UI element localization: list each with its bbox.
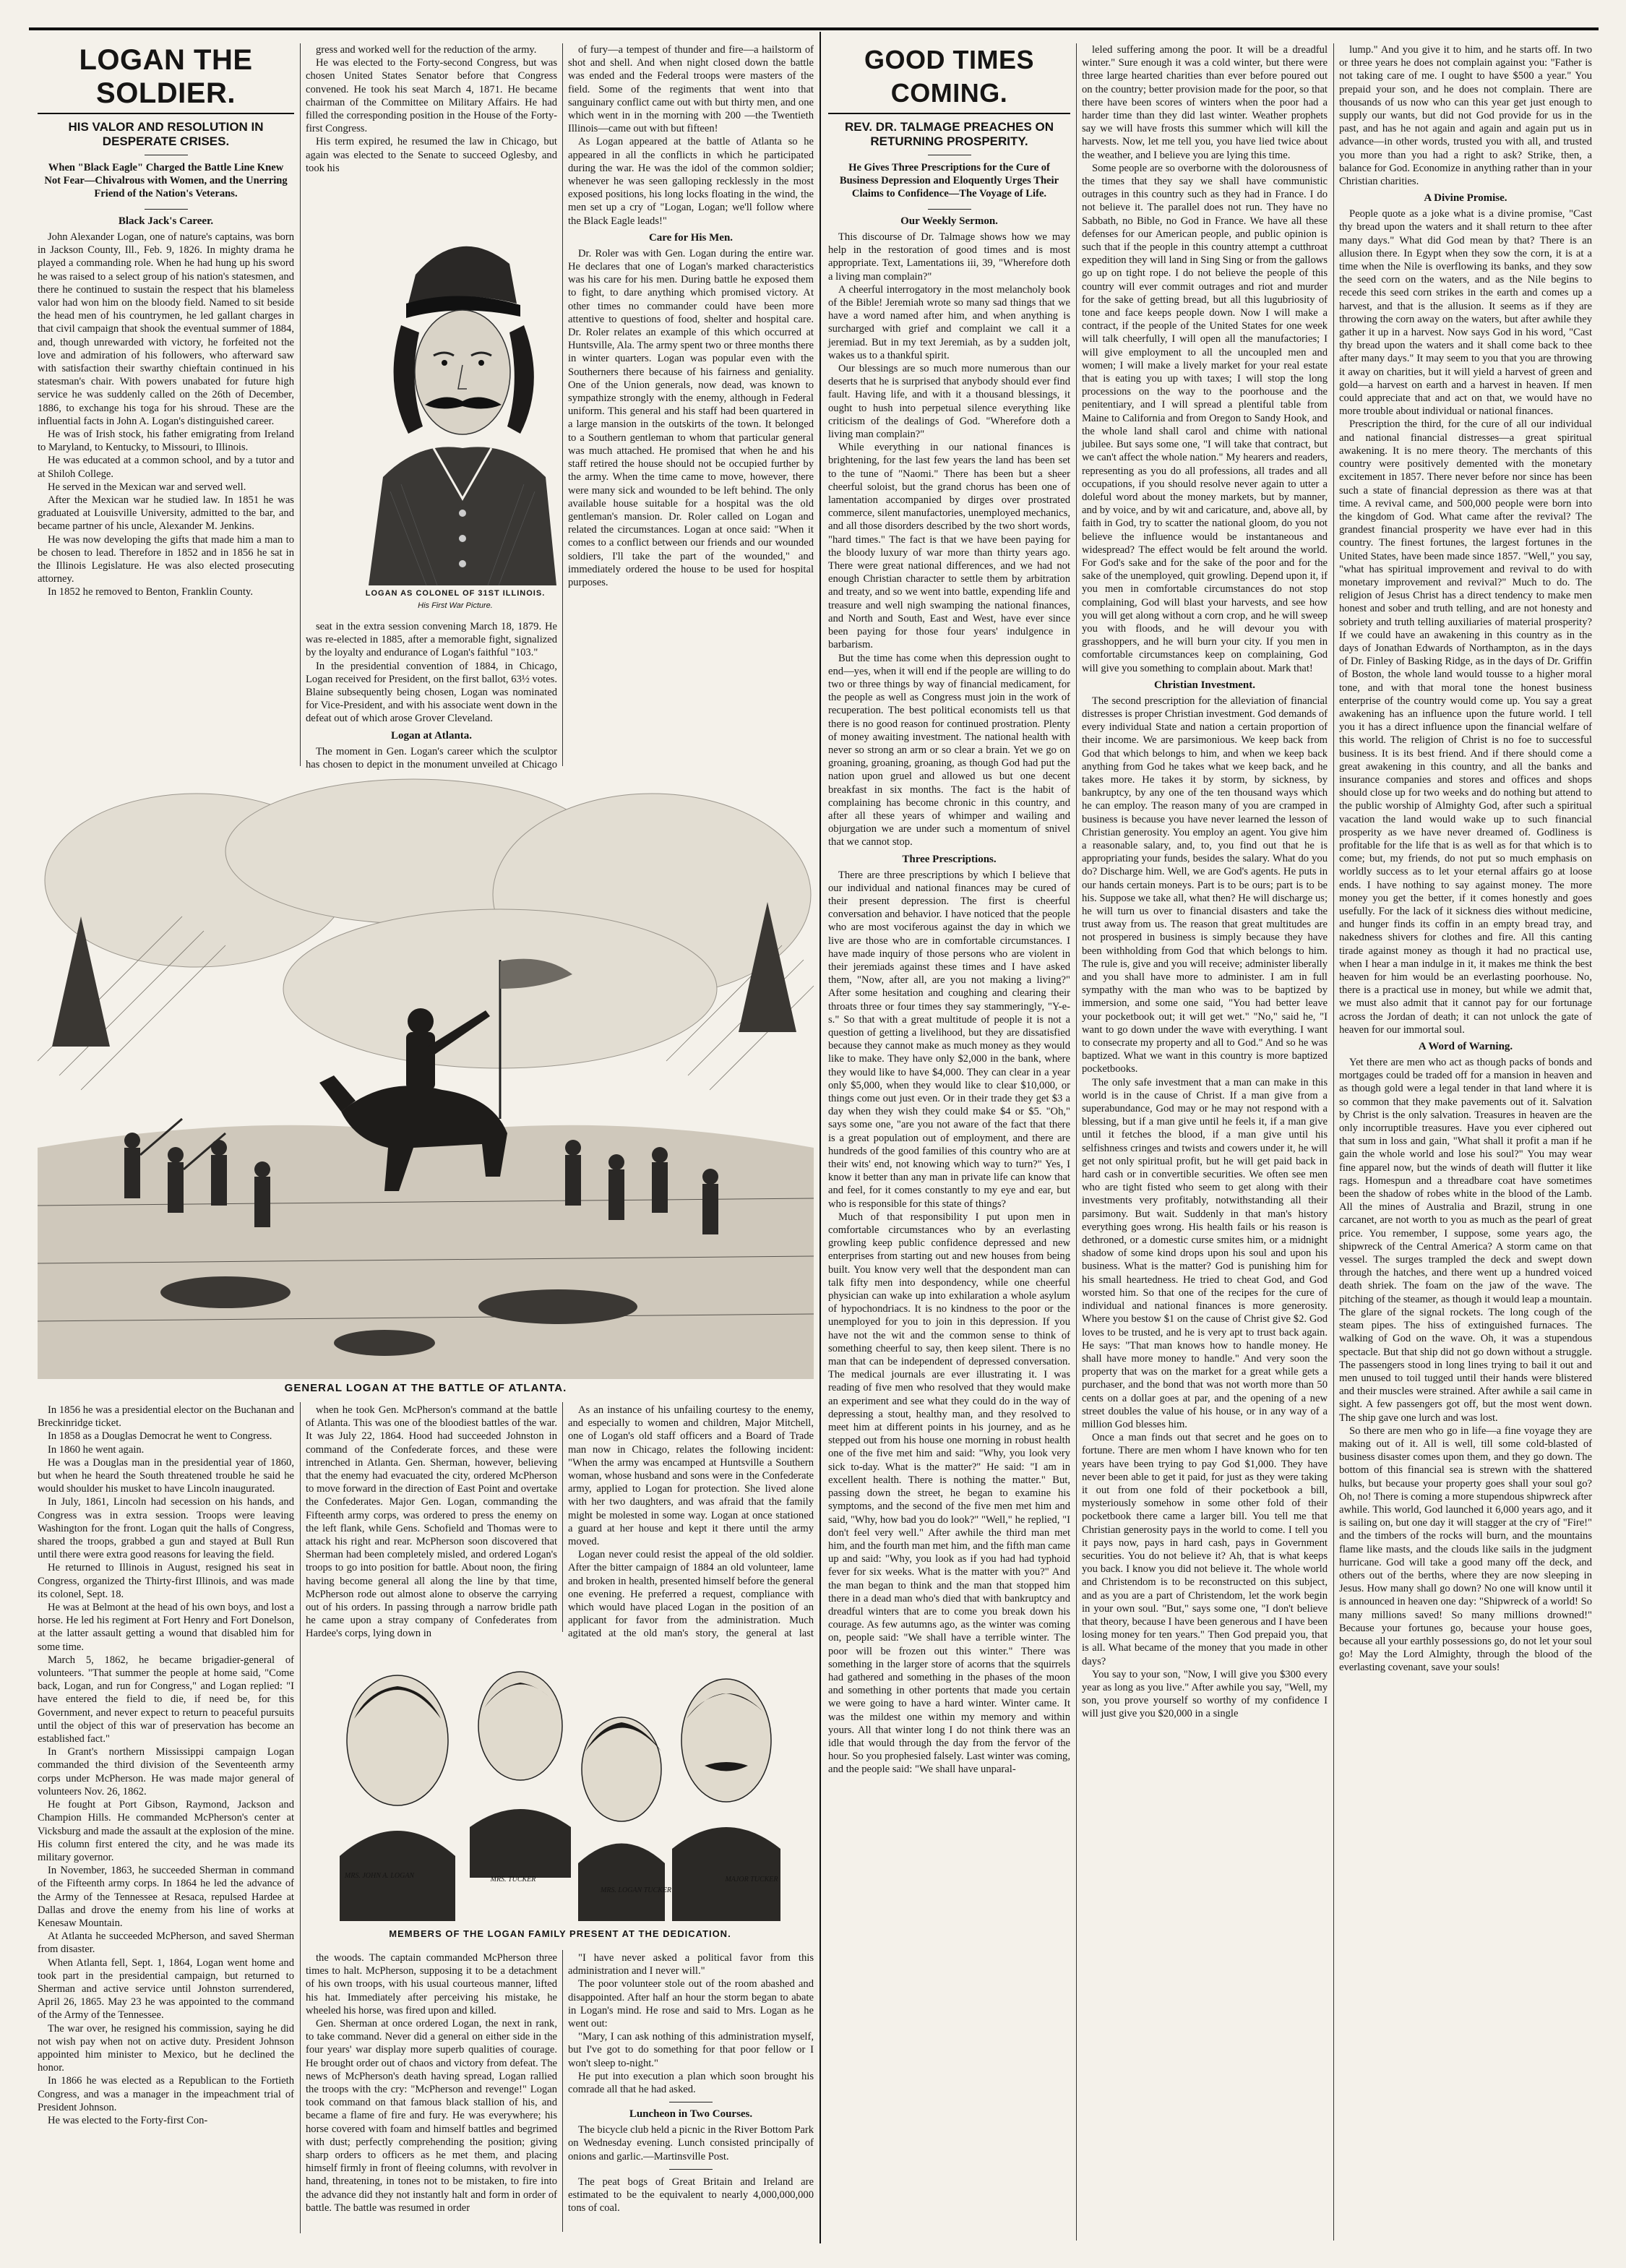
paragraph: of fury—a tempest of thunder and fire—a hailstorm of shot and shell. And when night closed down the battle was ended and the Federal troops were masters of the field. Some of the regiments that went into that sanguinary conflict came out with but thirty men, and one which went in in the morning with 200 —the Twentieth Illinois—came out with but fifteen! (568, 44, 814, 135)
deck-logan: When "Black Eagle" Charged the Battle Line Knew Not Fear—Chivalrous with Women, and the Unerring Friend of the Nation's Veterans. (44, 162, 288, 199)
right-col-3 (1339, 43, 1592, 2241)
headline-logan: LOGAN THE SOLDIER. (38, 43, 294, 114)
paragraph: When Atlanta fell, Sept. 1, 1864, Logan went home and took part in the presidential campaign, but returned to Sherman and active service until Johnston surrendered, April 26, 1865. May 23 he was appointed to the command of the Army of the Tennessee. (38, 1956, 294, 2022)
column-rule (300, 1402, 301, 2233)
paragraph: March 5, 1862, he became brigadier-general of volunteers. "That summer the people at home said, "Come back, Logan, and run for Congress," and Logan replied: "I have entered the field to die, if need be, for this Government, and never expect to return to peaceful pursuits until the object of this war of preservation has become an established fact." (38, 1654, 294, 1745)
paragraph: A cheerful interrogatory in the most melancholy book of the Bible! Jeremiah wrote so many sad things that we have a word named after him, and when anything is surcharged with grief and complaint we call it a jeremiad. But in my text Jeremiah, as by a sudden jolt, wakes us to a thankful spirit. (828, 283, 1070, 361)
left-col-1 (38, 43, 294, 773)
divider (145, 209, 188, 210)
subhead-logan: HIS VALOR AND RESOLUTION IN DESPERATE CRISES. (68, 120, 264, 148)
paragraph: when he took Gen. McPherson's command at the battle of Atlanta. This was one of the bloodiest battles of the war. It was July 22, 1864. Hood had succeeded Johnston in command of the Confederate forces, and these were intrenched in Atlanta. Gen. Sherman, however, believing that the enemy had evacuated the city, ordered McPherson to move forward in the direction of East Point and overtake the Confederates. Major Gen. Logan, commanding the Fifteenth army corps, was ordered to press the enemy on the left flank, while Gens. Schofield and Thomas were to attack his right and rear. McPherson soon discovered that Sherman had been completely misled, and ordered Logan's troops to go into position for battle. About noon, the firing having become general all along the line by that time, McPherson rode out almost alone to observe the carrying out of his orders. In passing through a narrow bridle path he came upon a stray company of Confederates from Hardee's corps, lying down in (306, 1404, 557, 1640)
paragraph: This discourse of Dr. Talmage shows how we may help in the restoration of good times and is most appropriate. Text, Lamentations iii, 39, "Wherefore doth a living man complain?" (828, 231, 1070, 283)
section-heading: Luncheon in Two Courses. (629, 2108, 753, 2121)
paragraph: the woods. The captain commanded McPherson three times to halt. McPherson, supposing it to be a detachment of his own troops, with his usual courteous manner, lifted his hat. Immediately after perceiving his mistake, he wheeled his horse, was fired upon and killed. (306, 1952, 557, 2016)
left-lower-col-2 (306, 1404, 557, 1640)
section-heading: Christian Investment. (1153, 679, 1255, 691)
subhead-talmage: REV. DR. TALMAGE PREACHES ON RETURNING PROSPERITY. (844, 120, 1054, 148)
portrait-caption: LOGAN AS COLONEL OF 31ST ILLINOIS. (365, 589, 546, 598)
paragraph: He was elected to the Forty-second Congress, but was chosen United States Senator before that Congress convened. He took his seat March 4, 1871. He became chairman of the Committee on Military Affairs. He had filled the corresponding position in the House of the Forty-first Congress. (306, 57, 557, 135)
paragraph: The bicycle club held a picnic in the River Bottom Park on Wednesday evening. Lunch consisted principally of onions and garlic.—Martinsville Post. (568, 2124, 814, 2162)
left-lower-col-3 (568, 1404, 814, 1640)
left-bottom-col-3 (568, 1951, 814, 2233)
paragraph: There are three prescriptions by which I believe that our individual and national finances may be cured of their present depression. The first is cheerful conversation and behavior. I have noticed that the people who are most vociferous against the day in which we live are those who are in comfortable circumstances. I have made inquiry of those persons who are violent in their jeremiads against these times and I have asked them, "Now, after all, are you not making a living?" After some hesitation and coughing and clearing their throats three or four times they say stammeringly, "Y-e-s." So that with a great multitude of people it is not a question of getting a livelihood, but they are dissatisfied because they cannot make as much money as they would like to make. They have only $2,000 in the bank, where they would like to have $4,000. They can clear in a year only $5,000, when they would like to clear $10,000, or things come out just even. Or in their trade they get $3 a day when they wish they could make $4 or $5. "Oh," says some one, "are you not aware of the fact that there is a great population out of employment, and there are hundreds of the good families of this country who are at their wits' end, not knowing which way to turn?" Yes, I know it better than any man in private life can know that and feel, for it comes constantly to my eye and ear, but who is responsible for this state of things? (828, 869, 1070, 1210)
paragraph: As an instance of his unfailing courtesy to the enemy, and especially to women and children, Major Mitchell, one of Logan's old staff officers and a Board of Trade man now in Chicago, relates the following incident: "When the army was encamped at Huntsville a Southern woman, whose husband and sons were in the Confederate army, applied to Logan for protection. She lived alone with her two daughters, and was afraid that the family might be molested in some way. Logan at once stationed a guard at her house and kept it there until the army moved. (568, 1404, 814, 1548)
divider (928, 209, 971, 210)
paragraph: He was at Belmont at the head of his own boys, and lost a horse. He led his regiment at Fort Henry and Fort Donelson, at the latter assault getting a wound that disabled him for some time. (38, 1602, 294, 1653)
column-rule (562, 43, 563, 766)
section-heading: Three Prescriptions. (902, 853, 997, 865)
paragraph: He was elected to the Forty-first Con- (48, 2114, 208, 2126)
paragraph: He served in the Mexican war and served well. (48, 481, 246, 493)
deck-talmage: He Gives Three Prescriptions for the Cure of Business Depression and Eloquently Urges Their Claims to Confidence—The Voyage of Life. (839, 162, 1059, 199)
left-bottom-col-2 (306, 1951, 557, 2233)
paragraph: Much of that responsibility I put upon men in comfortable circumstances who by an everlasting growling keep public confidence depressed and new enterprises from starting out and new houses from being built. You know very well that the despondent man can talk fifty men into despondency, while one cheerful physician can wake up into exhilaration a whole asylum of hypochondriacs. It is no kindness to the poor or the unemployed for you to join in this depression. If you have not the wit and the common sense to think of something cheerful to say, then keep silent. There is no man that can be independent of depressed conversation. The medical journals are ever illustrating it. I was reading of five men who resolved that they would make an experiment and see what they could do in the way of depressing a stout, healthy man, and they resolved to meet him at different points in his journey, and as he stepped out from his house one morning in robust health one of the five met him and said: "Why, you look very sick to-day. What is the matter?" He said: "I am in excellent health. There is nothing the matter." But, passing down the street, he began to examine his symptoms, and the second of the five men met him and said, "Why, how bad you do look?" "Well," he replied, "I don't feel very well." After awhile the third man met him, and the fourth man met him, and the fifth man came up and said: "Why, you look as if you had had typhoid fever for six weeks. What is the matter with you?" And the man began to think and the man that stopped him there in a dead man who's died that with bankruptcy and dreadful winters that are to come you break down his courage. As few autumns ago, as the winter was coming on, people said: "We shall have a terrible winter. The poor will be frozen out this winter." There was something in the larger store of acorns that the squirrels had gathered and something in the phases of the moon and something in other portents that made you certain we were going to have a hard winter. Winter came. It was the mildest one within my memory and within yours. All that winter long I do not think there was an idle that would through the day from the fervor of the hour. So you prophesied falsely. Last winter was coming, and the people said: "We shall have unparal- (828, 1211, 1070, 1776)
paragraph: In November, 1863, he succeeded Sherman in command of the Fifteenth army corps. In 1864 he led the advance of the Army of the Tennessee at Resaca, repulsed Hardee at Dallas and drove the enemy from his line of works at Kenesaw Mountain. (38, 1865, 294, 1929)
top-rule (29, 27, 1599, 30)
battle-illustration (38, 772, 814, 1379)
paragraph: His term expired, he resumed the law in Chicago, but again was elected to the Senate to succeed Oglesby, and took his (306, 136, 557, 174)
paragraph: In 1852 he removed to Benton, Franklin County. (48, 586, 254, 598)
section-heading: A Word of Warning. (1418, 1041, 1513, 1053)
paragraph: He was a Douglas man in the presidential year of 1860, but when he heard the South threatened trouble he said he would shoulder his musket to have Lincoln inaugurated. (38, 1456, 294, 1495)
paragraph: The peat bogs of Great Britain and Ireland are estimated to be the equivalent to nearly 4,000,000,000 tons of coal. (568, 2175, 814, 2215)
left-lower-col-1 (38, 1404, 294, 2235)
article-rule (820, 32, 821, 2243)
family-name-1: MRS. JOHN A. LOGAN (344, 1872, 415, 1880)
paragraph: Yet there are men who act as though packs of bonds and mortgages could be traded off for a mansion in heaven and as though gold were a legal tender in that land where it is so common that they make pavements out of it. Salvation by Christ is the only salvation. Treasures in heaven are the only incorruptible treasures. Have you ever ciphered out that sum in loss and gain, "What shall it profit a man if he gain the whole world and lose his soul?" You may wear fine apparel now, but the winds of death will flutter it like rags. Homespun and a threadbare coat have sometimes been the shadow of robes white in the blood of the Lamb. All the mines of Australia and Brazil, strung in one carcanet, are not worth to you as much as the pearl of great price. You remember, I suppose, some years ago, the shipwreck of the Central America? A storm came on that vessel. The surges trampled the deck and swept down through the hatches, and there went up a hundred voiced death shriek. The foam on the jaw of the wave. The pitching of the steamer, as though it would leap a mountain. The glare of the signal rockets. The long cough of the steam pipes. The hiss of extinguished furnaces. The walking of God on the wave. Oh, it was a stupendous spectacle. But that ship did not go down without a struggle. The passengers stood in long lines trying to bail it out and men unused to toil tugged until their hands were blistered and their muscles were strained. After awhile a sail came in sight. A few passengers got off, but the most went down. The ship gave one lurch and was lost. (1339, 1057, 1592, 1424)
paragraph: He was now developing the gifts that made him a man to be chosen to lead. Therefore in 1852 and in 1856 he sat in the Illinois Legislature. He was also elected prosecuting attorney. (38, 533, 294, 585)
paragraph: As Logan appeared at the battle of Atlanta so he appeared in all the conflicts in which he participated during the war. He was the idol of the common soldier; whenever he was seen galloping recklessly in the most exposed positions, his long locks floating in the wind, the men set up a cry of "Logan, Logan; we'll follow where the Black Eagle leads!" (568, 136, 814, 227)
paragraph: Some people are so overborne with the dolorousness of the times that they say we shall have communistic outrages in this country such as they had in France. I do not believe it. The parallel does not run. They have no Sabbath, no Bible, no God in France. We have all these defenses for our American people, and public opinion is such that if the people in this country attempt a cutthroat expedition they will land in Sing Sing or from the gallows go up on tight rope. I do not believe the people of this country will ever commit outrages and riot and murder for the sake of getting bread, but all this lugubriosity of tone and face keeps people down. Now I will make a contract, if the people of the United States for one week will talk cheerfully, I will open all the manufactories; I will give employment to all the uncoupled men and women; I will make a lively market for your real estate that is eating you up with taxes; I will stop the long processions on the way to the poorhouse and the penitentiary, and I will spread a plentiful table from Maine to California and from Oregon to Sandy Hook, and the whole land shall carol and chime with national jubilee. But says some one, "I will take that contract, but we can't affect the whole nation." My hearers and readers, representing as you do all professions, all trades and all occupations, if you should resolve never again to utter a doleful word about the money markets, but by manner, and by voice, and by wit and caricature, and, above all, by faith in God, try to scatter the national gloom, do you not believe the influence would be instantaneous and widespread? The effect would be felt around the world. For God's sake and for the sake of the poor and for the sake of the unemployed, quit growling. Depend upon it, if you men in comfortable circumstances do not stop complaining, God will blast your harvests, and see how you will get along without a corn crop, and he will sweep you with floods, and he will devour you with grasshoppers, and he will burn your city. If you men in comfortable circumstances keep on complaining, God will give you something to complain about. Mark that! (1082, 162, 1328, 674)
section-heading: Logan at Atlanta. (390, 729, 473, 742)
paragraph: So there are men who go in life—a fine voyage they are making out of it. All is well, till some cold-blasted of business disaster comes upon them, and they go down. The bottom of this financial sea is strewn with the shattered hulks, but because your property goes shall your soul go? Oh, no! There is coming a more stupendous shipwreck after awhile. This world, God launched it 6,000 years ago, and it is sailing on, but one day it will stagger at the cry of "Fire!" and the timbers of the rocks will burn, and the mountains flame like masts, and the clouds like sails in the judgment hurricane. God will take a good many off the deck, and others out of the berths, where they are now sleeping in Jesus. How many shall go down? No one will know until it is announced in heaven one day: "Shipwreck of a world! So many millions saved! So many millions drowned!" Because your fortunes go, because your house goes, because all your earthly possessions go, do not let your soul go! May the Lord Almighty, through the blood of the everlasting covenant, save your souls! (1339, 1425, 1592, 1674)
paragraph: Logan never could resist the appeal of the old soldier. After the bitter campaign of 1884 an old volunteer, lame and broken in health, presented himself before the general one evening. He preferred a request, compliance with which would have placed Logan in the position of an applicant for favor from the administration. Much agitated at the old man's story, the general at last (568, 1549, 814, 1640)
paragraph: In 1858 as a Douglas Democrat he went to Congress. (48, 1430, 272, 1443)
paragraph: While everything in our national finances is brightening, for the last few years the land has been set to the tune of "Naomi." There has been but a sheer cheerful soloist, but the grand chorus has been one of lamentation accompanied by dirges over prostrated commerce, silent manufactories, unemployed mechanics, and all those disorders described by the two short words, "hard times." The fact is that we have been paying for the bloody luxury of war more than thirty years ago. There were great national differences, and we had not enough Christian character to settle them by arbitration and treaty, and so we went into battle, expending life and treasure and well nigh swamping the national finances, and North and South, East and West, have ever since been paying for those four years' indulgence in barbarism. (828, 442, 1070, 651)
paragraph: Gen. Sherman at once ordered Logan, the next in rank, to take command. Never did a general on either side in the four years' war display more superb qualities of courage. He brought order out of chaos and victory from defeat. The news of McPherson's death having spread, Logan rallied the troops with the cry: "McPherson and revenge!" Logan took command on that famous black stallion of his, and became a flame of fire and fury. He was everywhere; his horse covered with foam and himself battles and begrimed with dust; perfectly comprehending the position; giving sharp orders to officers as he met them, and placing himself firmly in front of fleeing columns, with revolver in hand, threatening, in tones not to be mistaken, to fire into the advance did they not instantly halt and form in order of battle. The battle was resumed in order (306, 2018, 557, 2214)
paragraph: In Grant's northern Mississippi campaign Logan commanded the third division of the Seventeenth army corps under McPherson. He was made major general of volunteers Nov. 26, 1862. (38, 1746, 294, 1797)
family-name-3: MRS. LOGAN TUCKER (600, 1886, 672, 1894)
paragraph: Prescription the third, for the cure of all our individual and national financial distresses—a great spiritual awakening. It is no mere theory. The merchants of this country were positively demented with the monetary excitement in 1857. There never before nor since has been such a state of financial depression as there was at that time. A revival came, and 500,000 people were born into the kingdom of God. What came after the revival? The grandest financial prosperity we have ever had in this country. The finest fortunes, the largest fortunes in the United States, have been made since 1857. "Well," you say, "what has spiritual improvement and revival to do with monetary improvement and revival?" Much to do. The religion of Jesus Christ has a direct tendency to make men honest and sober and truth telling, and are not honesty and sobriety and truth telling auxiliaries of material prosperity? If we could have an awakening in this country as in the days of Jonathan Edwards of Northampton, as in the days of Dr. Finley of Basking Ridge, as in the days of Dr. Griffin of Boston, the whole land would tousse to a higher moral tone, and with that moral tone the honest business enterprise of the country would come up. You say a great awakening has an influence upon the future world. I tell you it has a direct influence upon the financial welfare of this world. The religion of Christ is no foe to successful business. It is its best friend. And if there should come a great awakening in this country, and all the banks and insurance companies and stores and offices and shops should close up for two weeks and do nothing but attend to the public worship of Almighty God, after such a spiritual vacation the land would wake up to such financial prosperity as we have never dreamed of. Godliness is profitable for the life that is as well as for that which is to come; but, my friends, do not put so much emphasis on worldly success as to let your eternal affairs go at loose ends. I have nothing to say against money. The more money you get the better, if it comes honestly and goes usefully. For the lack of it sickness dies without medicine, and hunger finds its coffin in an empty bread tray, and nakedness shivers for clothes and fire. All this canting tirade against money as though it had no practical use, when I hear a man indulge in it, it makes me think the best heaven for him would be an everlasting poorhouse. No, there is a practical use in money, but while we admit that, we must also admit that it cannot pay for our fortunage across the Jordan of death; it can not unlock the gate of heaven for our immortal soul. (1339, 418, 1592, 1036)
divider (669, 2169, 713, 2170)
section-heading: A Divine Promise. (1424, 192, 1507, 205)
paragraph: seat in the extra session convening March 18, 1879. He was re-elected in 1885, after a memorable fight, signalized by the loyalty and endurance of Logan's faithful "103." (306, 621, 557, 659)
paragraph: leled suffering among the poor. It will be a dreadful winter." Sure enough it was a cold winter, but there were three large hearted charities than ever before poured out on the country; better provision made for the poor, so that there have been scores of winters when the poor had a harder time than they did last winter. Weather prophets say we will have frosts this summer which will kill the harvests. Now, let me tell you, you have lied twice about the weather, and I believe you are lying this time. (1082, 44, 1328, 161)
paragraph: In 1866 he was elected as a Republican to the Fortieth Congress, and was a manager in the impeachment trial of President Johnson. (38, 2075, 294, 2113)
paragraph: Dr. Roler was with Gen. Logan during the entire war. He declares that one of Logan's marked characteristics was his care for his men. During battle he exposed them to fight, to dare anything which promised victory. At other times no commander could have been more attentive to questions of food, shelter and hospital care. Dr. Roler relates an example of this which occurred at Huntsville, Ala. The army spent two or three months there in winter quarters. Logan was popular even with the Southerners there because of his fairness and geniality. One of the Union generals, now dead, was known to sympathize strongly with the enemy, although in Federal uniform. This general and his staff had been quartered in a large mansion in the outskirts of the town. It belonged to a Southern gentleman to whom that particular general was much attached. He promised that when he and his staff retired the house should not be occupied further by the army. When the time came to move, however, there were many sick and wounded to be left behind. The only available house suitable for a hospital was the old gentleman's mansion. Dr. Roler called on Logan and related the circumstances. Logan at once said: "When it comes to a conflict between our friends and our wounded soldiers, I'll take the part of the wounded," and immediately ordered the house to be used for hospital purposes. (568, 247, 814, 588)
paragraph: He returned to Illinois in August, resigned his seat in Congress, organized the Thirty-first Illinois, and was made its colonel, Sept. 18. (38, 1562, 294, 1600)
paragraph: Our blessings are so much more numerous than our deserts that he is surprised that anybody should ever find fault. Having life, and with it a thousand blessings, it ought to hush into perpetual silence everything like criticism of the dealings of God. "Wherefore doth a living man complain?" (828, 363, 1070, 441)
right-col-1 (828, 43, 1070, 2241)
paragraph: In the presidential convention of 1884, in Chicago, Logan received for President, on the first ballot, 63½ votes. Blaine subsequently being chosen, Logan was nominated for Vice-President, and with his associate went down in the defeat out of which arose Grover Cleveland. (306, 660, 557, 725)
left-col-3 (568, 43, 814, 766)
column-rule (300, 43, 301, 766)
family-name-2: MRS. TUCKER (490, 1876, 536, 1883)
paragraph: The second prescription for the alleviation of financial distresses is proper Christian investment. God demands of every individual State and nation a certain proportion of their income. We are parsimonious. We keep back from God that which belongs to him, and when we keep back anything from God he takes what we keep back, and he takes more. He takes it by storm, by sickness, by bankruptcy, by any one of the ten thousand ways which he can employ. The reason many of you are cramped in business is because you have never learned the lesson of Christian generosity. You employ an agent. You give him a reasonable salary, and, to, you find out that he is appropriating your funds, besides the salary. What do you do? Discharge him. Well, we are God's agents. He puts in our hands certain moneys. Part is to be ours; part is to be his. Suppose we take all, what then? He will discharge us; he will turn us over to financial disasters and take the trust away from us. The reason that great multitudes are not prospered in business is simply because they have been withholding from God that which belongs to him. The rule is, give and you will receive; administer liberally and you shall have more to administer. I am in full sympathy with the man who was to be baptized by immersion, and some one said, "You had better leave your pocketbook out; it will get wet." "No," said he, "I want to go down under the wave with everything. I want to consecrate my property and all to God." And so he was baptized. What we want in this country is more baptized pocketbooks. (1082, 695, 1328, 1075)
right-col-2 (1082, 43, 1328, 2241)
paragraph: John Alexander Logan, one of nature's captains, was born in Jackson County, Ill., Feb. 9, 1826. In mighty drama he played a commanding role. When he had hung up his sword he was raised to a select group of his nation's statesmen, and there he continued to sustain the respect that his blameless valor had won him on the bloody field. Named to sit beside the head men of his countrymen, he led gallant charges in that civil campaign that shook the eventual summer of 1884, and, though unrewarded with victory, he forfeited not the love and admiration of his followers, who afterward saw with satisfaction their swarthy chieftain continued in his statesman's chair. With powers unabated for future high service he was suddenly called on the 26th of December, 1886, to exchange his toga for his shroud. These are the influential facts in John A. Logan's distinguished career. (38, 231, 294, 427)
paragraph: "Mary, I can ask nothing of this administration myself, but I've got to do something for that poor fellow or I won't sleep to-night." (568, 2031, 814, 2069)
headline-talmage: GOOD TIMES COMING. (828, 43, 1070, 114)
column-rule (1333, 43, 1334, 2241)
paragraph: The poor volunteer stole out of the room abashed and disappointed. After half an hour the storm began to abate in Logan's mind. He rose and said to Mrs. Logan as he went out: (568, 1978, 814, 2030)
paragraph: After the Mexican war he studied law. In 1851 he was graduated at Louisville University, admitted to the bar, and became partner of his uncle, Alexander M. Jenkins. (38, 494, 294, 533)
column-rule (1076, 43, 1077, 2241)
paragraph: "I have never asked a political favor from this administration and I never will." (568, 1952, 814, 1977)
paragraph: In 1860 he went again. (48, 1443, 145, 1456)
paragraph: People quote as a joke what is a divine promise, "Cast thy bread upon the waters and it shall return to thee after many days." What did God mean by that? There is an allusion there. In Egypt when they sow the corn, it is at a time when the Nile is overflowing its banks, and they sow the seed corn on the waters, and as the Nile begins to recede this seed corn strikes in the earth and comes up a harvest, and that is the allusion. It seems as if they are throwing the corn away on the waters, but after awhile they gather it up in a harvest. Now says God in his word, "Cast thy bread upon the waters and it shall come back to thee after many days." It may seem to you that you are throwing it away on charities, but it will yield a harvest of green and gold—a harvest on earth and a harvest in heaven. If men could appreciate that and act on that, we would have no more trouble about individual or national finances. (1339, 208, 1592, 418)
section-heading: Our Weekly Sermon. (900, 215, 998, 227)
left-col-2-mid (306, 620, 557, 770)
paragraph: The moment in Gen. Logan's career which the sculptor has chosen to depict in the monument unveiled at Chicago (306, 745, 557, 770)
left-col-2-top (306, 43, 557, 188)
battle-caption: GENERAL LOGAN AT THE BATTLE OF ATLANTA. (284, 1382, 567, 1394)
section-heading: Black Jack's Career. (118, 215, 214, 227)
column-rule (562, 1950, 563, 2232)
paragraph: He fought at Port Gibson, Raymond, Jackson and Champion Hills. He commanded McPherson's center at Vicksburg and made the assault at the explosion of the mine. His column first entered the city, and he was made its military governor. (38, 1799, 294, 1863)
paragraph: But the time has come when this depression ought to end—yes, when it will end if the people are willing to do two or three things by way of financial medicament, for the people as well as Congress must join in the work of recuperation. The best political economists tell us that there is no good reason for continued prostration. Plenty of money awaiting investment. The national health with never so strong an arm or so clear a brain. Yet we go on groaning, groaning, groaning, as though God had put the nation upon gruel and allowed us but one decent breakfast in six months. The fact is the habit of complaining has become chronic in this country, and after all these years of whimper and wailing and objurgation we are under such a momentum of snivel that we cannot stop. (828, 652, 1070, 849)
paragraph: gress and worked well for the reduction of the army. (316, 44, 537, 56)
paragraph: At Atlanta he succeeded McPherson, and saved Sherman from disaster. (38, 1930, 294, 1956)
paragraph: In July, 1861, Lincoln had secession on his hands, and Congress was in extra session. Troops were leaving Washington for the front. Logan quit the halls of Congress, shared the troops, grabbed a gun and stayed at Bull Run until there were extra good reasons for leaving the field. (38, 1496, 294, 1561)
portrait-subcaption: His First War Picture. (418, 601, 493, 610)
paragraph: The only safe investment that a man can make in this world is in the cause of Christ. If a man give from a superabundance, God may or he may not respond with a blessing, but if a man give until he feels it, if a man give until it fetches the blood, if a man give until his selfishness cringes and twists and cowers under it, he will get not only spiritual profit, but he will get paid back in hard cash or in convertible securities. We often see men who are tight fisted who seem to get along with their investments very profitably, notwithstanding all their parsimony. But wait. Suddenly in that man's history everything goes wrong. His health fails or his reason is dethroned, or a domestic curse smites him, or a midnight shadow of some kind drops upon his soul and upon his business. What is the matter? God is punishing him for his small heartedness. He tried to cheat God, and God worsted him. So that one of the recipes for the cure of individual and national finances is more generosity. Where you bestow $1 on the cause of Christ give $2. God loves to be trusted, and he is very apt to trust back again. He says: "That man knows how to handle money. He shall have more money to handle." And very soon the property that was on the market for a great while gets a purchaser, and the bond that was not worth more than 50 cents on a dollar goes at par, and the opening of a new street doubles the value of his house, or in any way of a million God blesses him. (1082, 1076, 1328, 1430)
logan-portrait (340, 195, 578, 585)
paragraph: He was of Irish stock, his father emigrating from Ireland to Maryland, to Kentucky, to Missouri, to Illinois. (38, 429, 294, 454)
paragraph: He put into execution a plan which soon brought his comrade all that he had asked. (568, 2070, 814, 2096)
family-name-4: MAJOR TUCKER (725, 1876, 778, 1883)
column-rule (562, 1402, 563, 1632)
paragraph: Once a man finds out that secret and he goes on to fortune. There are men whom I have known who for ten years have been trying to pay God $1,000. They have never been able to get it paid, for just as they were taking it out from one fold of their pocketbook a bill, mysteriously somehow in some other fold of their pocketbook there came a larger bill. You tell me that Christian generosity pays in the world to come. I tell you it pays now, pays in hard cash, pays in Government securities. You do not believe it? Ah, that is what keeps you back. I know you did not believe it. The whole world and Christendom is to be reconstructed on this subject, and as you are a part of Christendom, let the work begin in your own soul. "But," says some one, "I don't believe that theory, because I have been generous and I have been losing money for ten years." Then God prepaid you, that is all. What became of the money that you made in other days? (1082, 1432, 1328, 1667)
family-caption: MEMBERS OF THE LOGAN FAMILY PRESENT AT THE DEDICATION. (389, 1928, 731, 1939)
section-heading: Care for His Men. (648, 231, 734, 244)
paragraph: In 1856 he was a presidential elector on the Buchanan and Breckinridge ticket. (38, 1404, 294, 1430)
paragraph: He was educated at a common school, and by a tutor and at Shiloh College. (38, 455, 294, 480)
paragraph: lump." And you give it to him, and he starts off. In two or three years he does not complain against you: "Father is not taking care of me. I ought to have $500 a year." You prepaid your son, and he does not complain. There are thousands of us now who can this year get just enough to supply our wants, but did not God provide for us in the past, and has he not again and again and again put us in advance—in other words, trusted you with all, and trusted you more than you had a right to ask? Strike, then, a balance for God. Economize in anything rather than in your Christian charities. (1339, 44, 1592, 188)
paragraph: The war over, he resigned his commission, saying he did not wish pay when not on active duty. President Johnson appointed him minister to Mexico, but he declined the honor. (38, 2022, 294, 2074)
paragraph: You say to your son, "Now, I will give you $300 every year as long as you live." After awhile you say, "Well, my son, you prove yourself so worthy of my confidence I will just give you $20,000 in a single (1082, 1668, 1328, 1720)
